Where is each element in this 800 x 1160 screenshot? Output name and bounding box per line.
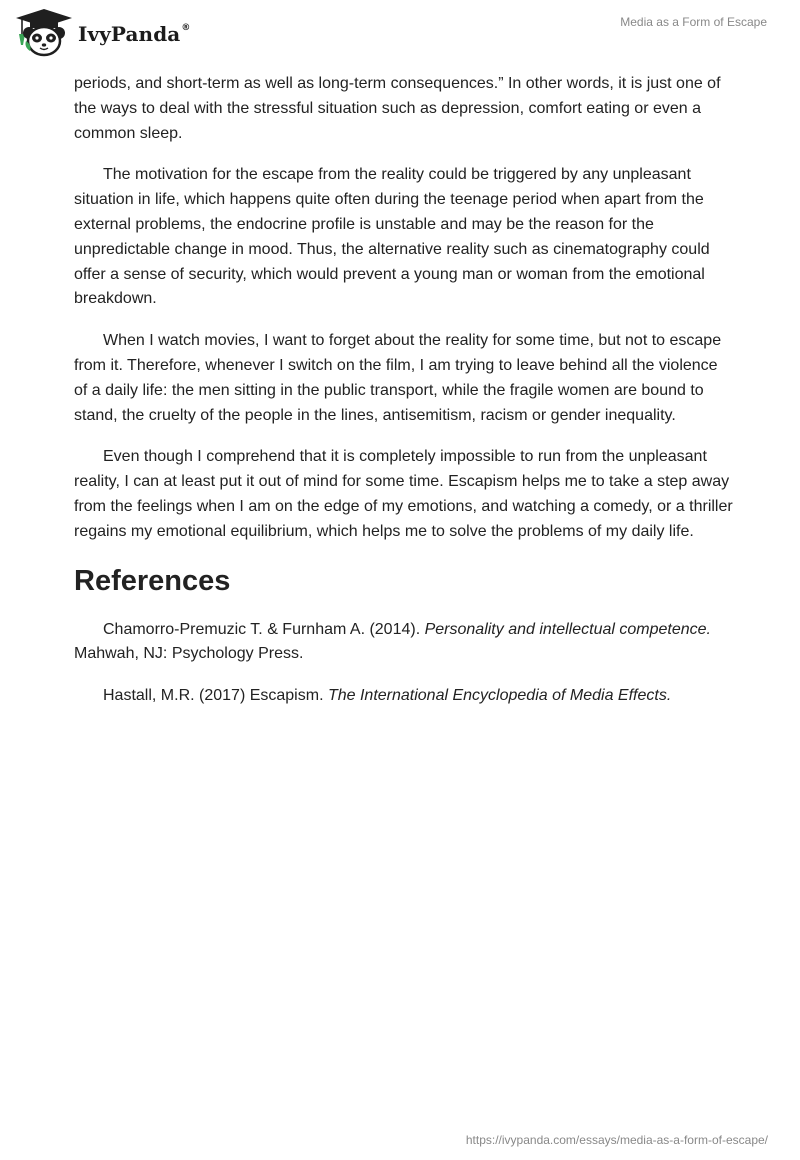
- panda-graduation-cap-icon: [14, 7, 74, 57]
- brand-name: IvyPanda®: [78, 22, 191, 46]
- document-title: Media as a Form of Escape: [620, 15, 767, 29]
- reference-title: Personality and intellectual competence.: [424, 620, 711, 638]
- page-header: [0, 0, 800, 64]
- reference-title: The International Encyclopedia of Media Effects.: [327, 687, 672, 705]
- references-heading: References: [74, 564, 231, 597]
- reference-author: Hastall, M.R. (2017) Escapism.: [103, 687, 328, 705]
- registered-mark: ®: [181, 23, 191, 34]
- body-paragraph: When I watch movies, I want to forget about the reality for some time, but not to escape from it. Therefore, whenever I switch on the film, I am trying to leave behind all the violence of a daily life: the men sitting in the public transport, while the fragile women are bound to stand, the cruelty of the people in the lines, antisemitism, racism or gender inequality.: [74, 332, 722, 424]
- reference-item: [74, 684, 734, 709]
- ivypanda-logo[interactable]: [14, 7, 190, 57]
- body-paragraph: Even though I comprehend that it is completely impossible to run from the unpleasant reality, I can at least put it out of mind for some time. Escapism helps me to take a step away from the feelings when I am on the edge of my emotions, and watching a comedy, or a thriller regains my emotional equilibrium, which helps me to solve the problems of my daily life.: [74, 448, 733, 540]
- body-paragraph: periods, and short-term as well as long-term consequences.” In other words, it is just one of the ways to deal with the stressful situation such as depression, comfort eating or even a common sleep.: [74, 75, 721, 142]
- body-paragraph: The motivation for the escape from the reality could be triggered by any unpleasant situation in life, which happens quite often during the teenage period when apart from the external problems, the endocrine profile is unstable and may be the reason for the unpredictable change in mood. Thus, the alternative reality such as cinematography could offer a sense of security, which would prevent a young man or woman from the emotional breakdown.: [74, 166, 710, 308]
- essay-content: [74, 72, 734, 726]
- reference-item: [74, 618, 734, 668]
- reference-author: Chamorro-Premuzic T. & Furnham A. (2014).: [103, 620, 425, 638]
- reference-publisher: Mahwah, NJ: Psychology Press.: [74, 645, 304, 663]
- source-url-link[interactable]: https://ivypanda.com/essays/media-as-a-form-of-escape/: [465, 1133, 768, 1147]
